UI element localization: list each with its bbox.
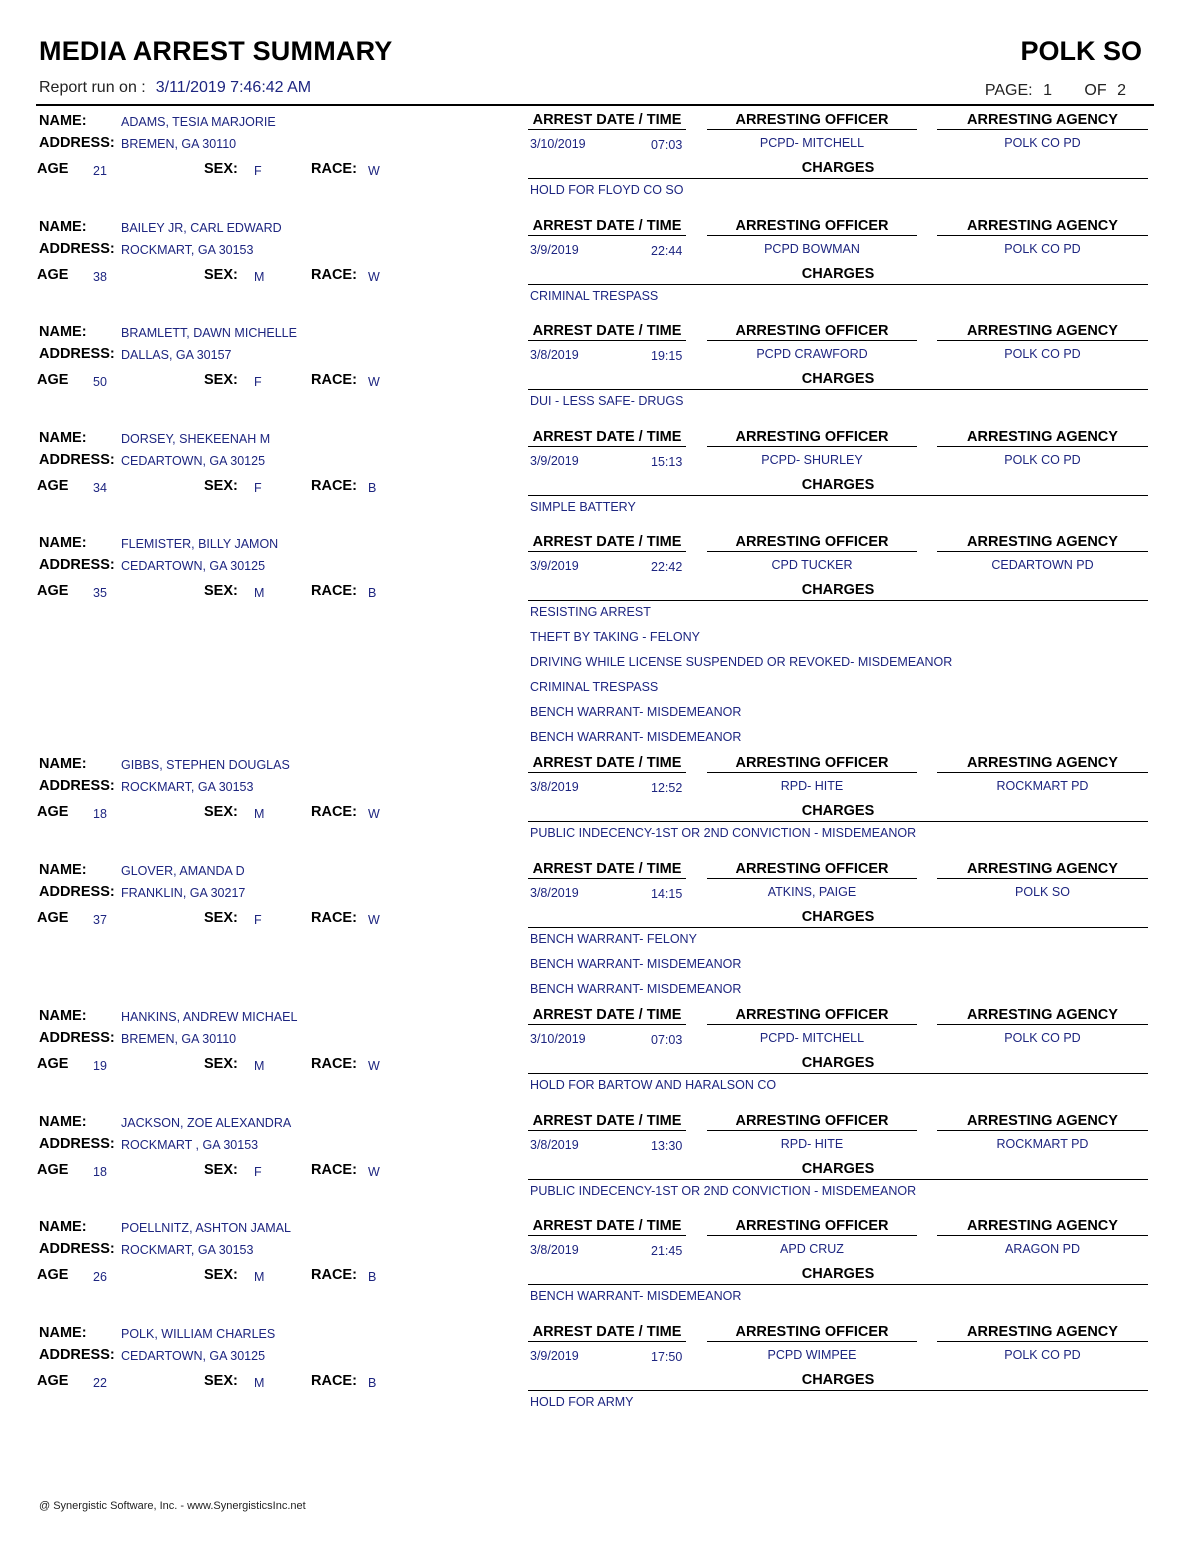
name-label: NAME: [39,862,87,878]
charge-item: RESISTING ARREST [530,605,651,619]
arresting-officer-header: ARRESTING OFFICER [707,1007,917,1025]
person-age: 34 [93,481,107,495]
arrest-date: 3/8/2019 [530,1243,579,1257]
arresting-agency-header: ARRESTING AGENCY [937,1007,1148,1025]
race-label: RACE: [311,267,357,283]
person-age: 21 [93,164,107,178]
arrest-date: 3/8/2019 [530,780,579,794]
arresting-agency: POLK CO PD [1004,136,1081,150]
race-label: RACE: [311,910,357,926]
address-label: ADDRESS: [39,1241,115,1257]
race-label: RACE: [311,372,357,388]
address-label: ADDRESS: [39,778,115,794]
arresting-officer-header: ARRESTING OFFICER [707,112,917,130]
race-label: RACE: [311,478,357,494]
arresting-officer: RPD- HITE [780,1137,844,1151]
arrest-date-time-header: ARREST DATE / TIME [528,1218,686,1236]
person-name: GIBBS, STEPHEN DOUGLAS [121,758,290,772]
person-age: 38 [93,270,107,284]
person-race: B [368,481,377,495]
address-label: ADDRESS: [39,557,115,573]
charge-item: CRIMINAL TRESPASS [530,680,659,694]
age-label: AGE [37,1056,69,1072]
race-label: RACE: [311,804,357,820]
arrest-time: 22:42 [651,560,683,574]
arresting-officer: ATKINS, PAIGE [767,885,857,899]
address-label: ADDRESS: [39,1030,115,1046]
person-address: ROCKMART, GA 30153 [121,1243,254,1257]
page-label: PAGE: [984,82,1033,99]
address-label: ADDRESS: [39,452,115,468]
sex-label: SEX: [204,1056,238,1072]
arresting-agency-header: ARRESTING AGENCY [937,534,1148,552]
name-label: NAME: [39,1008,87,1024]
person-sex: F [254,1165,262,1179]
person-age: 18 [93,1165,107,1179]
arrest-time: 19:15 [651,349,683,363]
person-sex: M [254,1270,265,1284]
charges-header: CHARGES [528,160,1148,179]
person-name: DORSEY, SHEKEENAH M [121,432,271,446]
arresting-officer: RPD- HITE [780,779,844,793]
arresting-agency: CEDARTOWN PD [991,558,1094,572]
arresting-agency: ROCKMART PD [996,1137,1089,1151]
of-label: OF [1084,82,1107,99]
person-age: 19 [93,1059,107,1073]
person-name: BRAMLETT, DAWN MICHELLE [121,326,297,340]
page-total: 2 [1117,82,1126,99]
person-age: 22 [93,1376,107,1390]
sex-label: SEX: [204,1267,238,1283]
charge-item: SIMPLE BATTERY [530,500,636,514]
arresting-officer-header: ARRESTING OFFICER [707,1324,917,1342]
person-race: B [368,1376,377,1390]
name-label: NAME: [39,756,87,772]
person-race: W [368,375,380,389]
sex-label: SEX: [204,910,238,926]
person-name: JACKSON, ZOE ALEXANDRA [121,1116,292,1130]
name-label: NAME: [39,219,87,235]
arresting-agency-header: ARRESTING AGENCY [937,755,1148,773]
name-label: NAME: [39,430,87,446]
arresting-officer-header: ARRESTING OFFICER [707,1113,917,1131]
person-age: 50 [93,375,107,389]
age-label: AGE [37,161,69,177]
address-label: ADDRESS: [39,135,115,151]
footer-text: @ Synergistic Software, Inc. - www.SynergisticsInc.net [39,1500,306,1512]
name-label: NAME: [39,324,87,340]
person-sex: M [254,1059,265,1073]
person-name: BAILEY JR, CARL EDWARD [121,221,282,235]
charge-item: BENCH WARRANT- FELONY [530,932,697,946]
sex-label: SEX: [204,372,238,388]
person-sex: F [254,164,262,178]
person-sex: F [254,375,262,389]
arresting-officer-header: ARRESTING OFFICER [707,534,917,552]
sex-label: SEX: [204,267,238,283]
person-address: BREMEN, GA 30110 [121,1032,237,1046]
arresting-agency: POLK CO PD [1004,1348,1081,1362]
arrest-time: 22:44 [651,244,683,258]
age-label: AGE [37,1162,69,1178]
address-label: ADDRESS: [39,1136,115,1152]
address-label: ADDRESS: [39,241,115,257]
charge-item: PUBLIC INDECENCY-1ST OR 2ND CONVICTION - MISDEMEANOR [530,1184,917,1198]
person-address: ROCKMART , GA 30153 [121,1138,259,1152]
arrest-time: 13:30 [651,1139,683,1153]
name-label: NAME: [39,1219,87,1235]
report-run-value: 3/11/2019 7:46:42 AM [155,79,312,96]
charge-item: PUBLIC INDECENCY-1ST OR 2ND CONVICTION - MISDEMEANOR [530,826,917,840]
charge-item: HOLD FOR BARTOW AND HARALSON CO [530,1078,777,1092]
arresting-agency-header: ARRESTING AGENCY [937,218,1148,236]
person-sex: M [254,586,265,600]
charge-item: CRIMINAL TRESPASS [530,289,659,303]
sex-label: SEX: [204,1373,238,1389]
person-address: CEDARTOWN, GA 30125 [121,1349,266,1363]
charges-header: CHARGES [528,266,1148,285]
person-age: 35 [93,586,107,600]
person-name: HANKINS, ANDREW MICHAEL [121,1010,298,1024]
sex-label: SEX: [204,583,238,599]
arresting-agency: ROCKMART PD [996,779,1089,793]
race-label: RACE: [311,1056,357,1072]
sex-label: SEX: [204,161,238,177]
arrest-time: 07:03 [651,1033,683,1047]
arresting-officer: PCPD- MITCHELL [759,136,865,150]
arresting-agency-header: ARRESTING AGENCY [937,1113,1148,1131]
arresting-agency: POLK SO [1015,885,1070,899]
race-label: RACE: [311,1162,357,1178]
person-age: 37 [93,913,107,927]
race-label: RACE: [311,1373,357,1389]
arresting-officer-header: ARRESTING OFFICER [707,218,917,236]
age-label: AGE [37,372,69,388]
arresting-agency: POLK CO PD [1004,453,1081,467]
person-age: 18 [93,807,107,821]
person-name: POLK, WILLIAM CHARLES [121,1327,276,1341]
arrest-date-time-header: ARREST DATE / TIME [528,861,686,879]
charge-item: THEFT BY TAKING - FELONY [530,630,700,644]
person-address: FRANKLIN, GA 30217 [121,886,246,900]
arrest-date: 3/9/2019 [530,559,579,573]
header-rule [36,104,1154,106]
person-address: ROCKMART, GA 30153 [121,780,254,794]
charges-header: CHARGES [528,1055,1148,1074]
charges-header: CHARGES [528,803,1148,822]
person-name: POELLNITZ, ASHTON JAMAL [121,1221,291,1235]
address-label: ADDRESS: [39,1347,115,1363]
arrest-time: 14:15 [651,887,683,901]
page-indicator [979,82,1126,100]
arrest-time: 21:45 [651,1244,683,1258]
race-label: RACE: [311,161,357,177]
charges-header: CHARGES [528,1372,1148,1391]
report-title: MEDIA ARREST SUMMARY [39,36,393,66]
charges-header: CHARGES [528,1266,1148,1285]
sex-label: SEX: [204,804,238,820]
arresting-officer-header: ARRESTING OFFICER [707,755,917,773]
arrest-date-time-header: ARREST DATE / TIME [528,112,686,130]
charge-item: BENCH WARRANT- MISDEMEANOR [530,957,742,971]
arresting-agency-header: ARRESTING AGENCY [937,861,1148,879]
arrest-date: 3/10/2019 [530,1032,586,1046]
arrest-date: 3/9/2019 [530,1349,579,1363]
person-address: DALLAS, GA 30157 [121,348,232,362]
arrest-date: 3/9/2019 [530,454,579,468]
charge-item: HOLD FOR ARMY [530,1395,634,1409]
arresting-agency-header: ARRESTING AGENCY [937,429,1148,447]
page-number: 1 [1043,82,1052,99]
person-address: CEDARTOWN, GA 30125 [121,454,266,468]
name-label: NAME: [39,535,87,551]
arresting-agency: POLK CO PD [1004,347,1081,361]
arresting-officer: CPD TUCKER [771,558,853,572]
address-label: ADDRESS: [39,346,115,362]
name-label: NAME: [39,1114,87,1130]
charge-item: DRIVING WHILE LICENSE SUSPENDED OR REVOKED- MISDEMEANOR [530,655,953,669]
person-sex: M [254,270,265,284]
arresting-agency-header: ARRESTING AGENCY [937,323,1148,341]
arrest-date-time-header: ARREST DATE / TIME [528,323,686,341]
person-race: W [368,1059,380,1073]
person-address: BREMEN, GA 30110 [121,137,237,151]
arresting-officer: PCPD- SHURLEY [761,453,863,467]
address-label: ADDRESS: [39,884,115,900]
report-agency: POLK SO [1020,36,1142,66]
arrest-date-time-header: ARREST DATE / TIME [528,1007,686,1025]
person-address: CEDARTOWN, GA 30125 [121,559,266,573]
person-name: ADAMS, TESIA MARJORIE [121,115,276,129]
arrest-date: 3/8/2019 [530,1138,579,1152]
arresting-agency: POLK CO PD [1004,242,1081,256]
arresting-officer: PCPD- MITCHELL [759,1031,865,1045]
age-label: AGE [37,583,69,599]
age-label: AGE [37,267,69,283]
arrest-date-time-header: ARREST DATE / TIME [528,429,686,447]
charges-header: CHARGES [528,477,1148,496]
person-sex: F [254,913,262,927]
person-sex: M [254,807,265,821]
person-sex: M [254,1376,265,1390]
arrest-date-time-header: ARREST DATE / TIME [528,1324,686,1342]
arrest-date-time-header: ARREST DATE / TIME [528,534,686,552]
arrest-date-time-header: ARREST DATE / TIME [528,1113,686,1131]
charges-header: CHARGES [528,371,1148,390]
arrest-time: 17:50 [651,1350,683,1364]
sex-label: SEX: [204,478,238,494]
charge-item: BENCH WARRANT- MISDEMEANOR [530,1289,742,1303]
person-race: W [368,164,380,178]
person-sex: F [254,481,262,495]
person-age: 26 [93,1270,107,1284]
charge-item: BENCH WARRANT- MISDEMEANOR [530,730,742,744]
arresting-officer: PCPD WIMPEE [767,1348,857,1362]
arresting-agency: ARAGON PD [1004,1242,1080,1256]
person-race: W [368,807,380,821]
arresting-agency-header: ARRESTING AGENCY [937,1218,1148,1236]
arresting-officer: PCPD CRAWFORD [756,347,868,361]
arresting-agency-header: ARRESTING AGENCY [937,1324,1148,1342]
sex-label: SEX: [204,1162,238,1178]
arresting-agency: POLK CO PD [1004,1031,1081,1045]
person-race: W [368,1165,380,1179]
person-race: W [368,270,380,284]
charge-item: BENCH WARRANT- MISDEMEANOR [530,982,742,996]
race-label: RACE: [311,1267,357,1283]
age-label: AGE [37,804,69,820]
person-name: GLOVER, AMANDA D [121,864,245,878]
arrest-date: 3/8/2019 [530,348,579,362]
person-race: B [368,586,377,600]
arresting-officer-header: ARRESTING OFFICER [707,429,917,447]
report-run-label: Report run on : [39,79,146,96]
name-label: NAME: [39,113,87,129]
age-label: AGE [37,1267,69,1283]
person-race: W [368,913,380,927]
arresting-officer: APD CRUZ [780,1242,844,1256]
charge-item: DUI - LESS SAFE- DRUGS [530,394,684,408]
age-label: AGE [37,478,69,494]
arresting-agency-header: ARRESTING AGENCY [937,112,1148,130]
person-name: FLEMISTER, BILLY JAMON [121,537,279,551]
name-label: NAME: [39,1325,87,1341]
charges-header: CHARGES [528,582,1148,601]
arresting-officer-header: ARRESTING OFFICER [707,323,917,341]
arresting-officer: PCPD BOWMAN [764,242,860,256]
age-label: AGE [37,1373,69,1389]
arresting-officer-header: ARRESTING OFFICER [707,861,917,879]
arrest-date: 3/10/2019 [530,137,586,151]
age-label: AGE [37,910,69,926]
arrest-date-time-header: ARREST DATE / TIME [528,755,686,773]
race-label: RACE: [311,583,357,599]
person-race: B [368,1270,377,1284]
arrest-date: 3/9/2019 [530,243,579,257]
person-address: ROCKMART, GA 30153 [121,243,254,257]
arrest-time: 15:13 [651,455,683,469]
report-run-info [39,79,311,97]
arrest-time: 07:03 [651,138,683,152]
charges-header: CHARGES [528,909,1148,928]
charge-item: BENCH WARRANT- MISDEMEANOR [530,705,742,719]
charges-header: CHARGES [528,1161,1148,1180]
arrest-time: 12:52 [651,781,683,795]
arrest-date-time-header: ARREST DATE / TIME [528,218,686,236]
arrest-date: 3/8/2019 [530,886,579,900]
charge-item: HOLD FOR FLOYD CO SO [530,183,684,197]
arresting-officer-header: ARRESTING OFFICER [707,1218,917,1236]
